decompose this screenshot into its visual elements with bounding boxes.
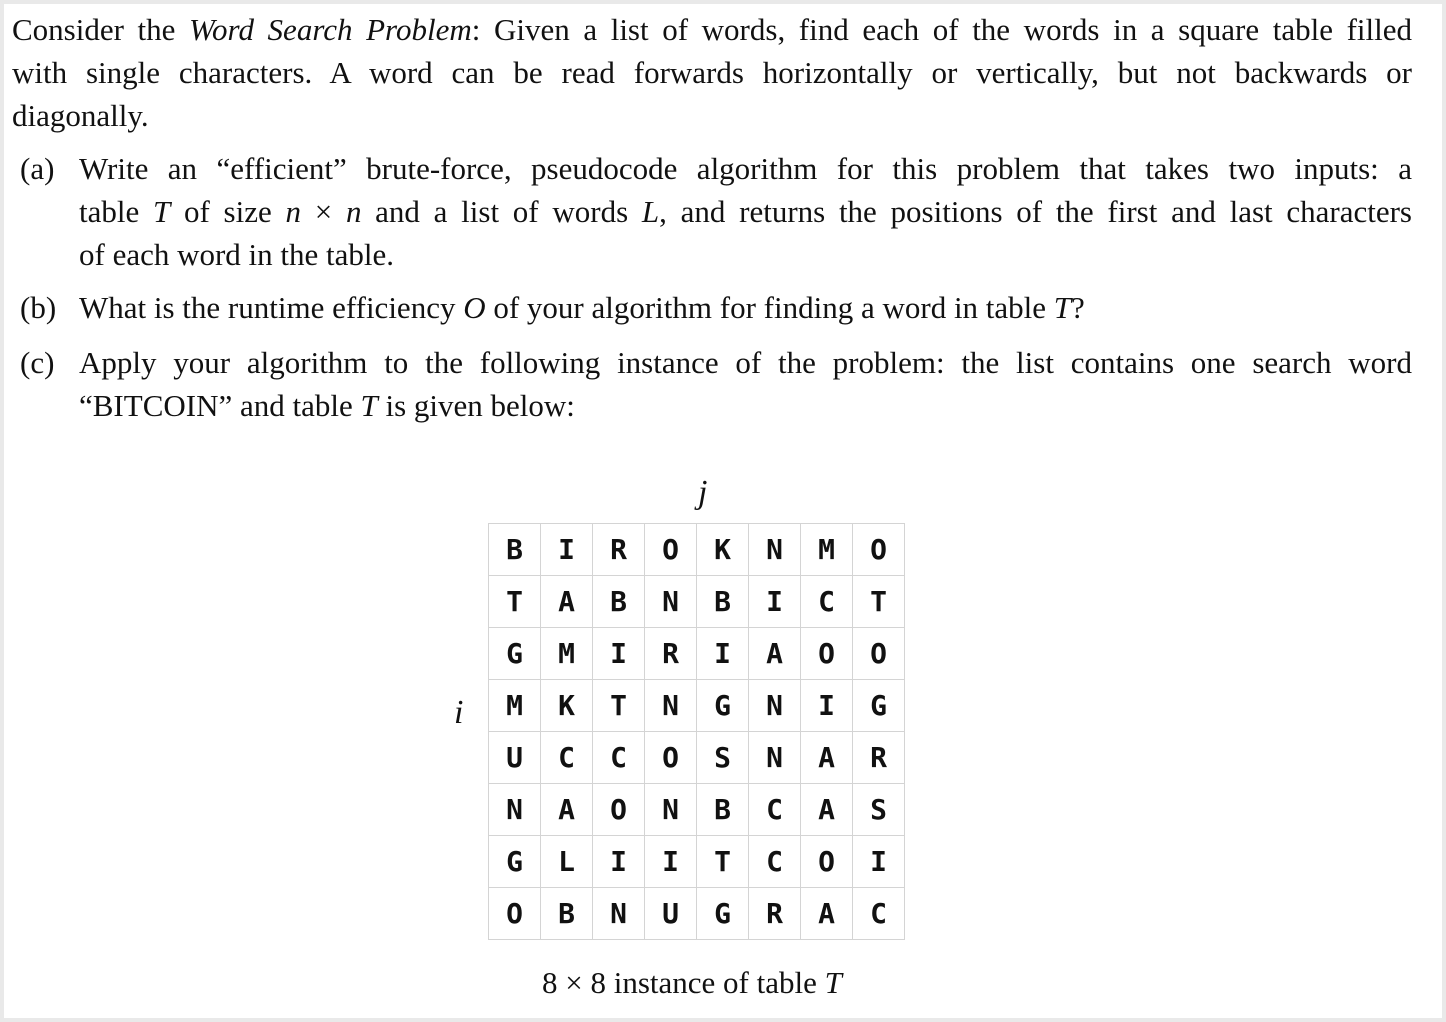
question-c xyxy=(20,341,1412,427)
grid-cell: I xyxy=(593,628,645,680)
grid-cell: B xyxy=(697,784,749,836)
grid-cell: T xyxy=(489,576,541,628)
intro-line-3: diagonally. xyxy=(12,98,149,133)
grid-row xyxy=(489,680,905,732)
grid-cell: O xyxy=(801,628,853,680)
grid-cell: N xyxy=(645,576,697,628)
grid-cell: I xyxy=(593,836,645,888)
grid-cell: M xyxy=(801,524,853,576)
grid-cell: C xyxy=(541,732,593,784)
grid-cell: A xyxy=(749,628,801,680)
grid-cell: B xyxy=(489,524,541,576)
grid-cell: R xyxy=(593,524,645,576)
grid-cell: R xyxy=(645,628,697,680)
grid-cell: N xyxy=(749,680,801,732)
grid-cell: S xyxy=(697,732,749,784)
grid-cell: C xyxy=(749,784,801,836)
grid-cell: N xyxy=(489,784,541,836)
grid-cell: M xyxy=(489,680,541,732)
grid-cell: T xyxy=(697,836,749,888)
grid-cell: O xyxy=(645,524,697,576)
grid-cell: I xyxy=(749,576,801,628)
grid-cell: K xyxy=(541,680,593,732)
grid-cell: T xyxy=(853,576,905,628)
problem-statement xyxy=(12,8,1412,137)
grid-cell: O xyxy=(853,524,905,576)
grid-cell: G xyxy=(697,888,749,940)
grid-cell: I xyxy=(645,836,697,888)
grid-cell: T xyxy=(593,680,645,732)
grid-row xyxy=(489,628,905,680)
grid-cell: C xyxy=(801,576,853,628)
grid-cell: B xyxy=(541,888,593,940)
grid-cell: O xyxy=(853,628,905,680)
grid-cell: G xyxy=(853,680,905,732)
grid-cell: N xyxy=(645,680,697,732)
grid-cell: O xyxy=(489,888,541,940)
page xyxy=(4,4,1442,1018)
question-a-line-2: table T of size n × n and a list of words L, and returns the positions of the first and last characters xyxy=(79,194,1412,229)
grid-cell: C xyxy=(853,888,905,940)
question-a-label: (a) xyxy=(20,151,55,186)
grid-cell: A xyxy=(801,732,853,784)
grid-cell: N xyxy=(749,524,801,576)
row-axis-label: i xyxy=(454,694,464,731)
grid-cell: U xyxy=(645,888,697,940)
grid-cell: A xyxy=(801,888,853,940)
question-c-line-2: “BITCOIN” and table T is given below: xyxy=(79,388,575,423)
grid-cell: B xyxy=(593,576,645,628)
question-a-line-3: of each word in the table. xyxy=(79,237,395,272)
grid-cell: I xyxy=(697,628,749,680)
grid-row xyxy=(489,888,905,940)
grid-cell: O xyxy=(593,784,645,836)
grid-cell: G xyxy=(489,836,541,888)
grid-cell: B xyxy=(697,576,749,628)
grid-cell: L xyxy=(541,836,593,888)
question-a-line-1: Write an “efficient” brute-force, pseudocode algorithm for this problem that takes two inputs: a xyxy=(79,151,1412,186)
grid-cell: C xyxy=(593,732,645,784)
question-c-line-1: Apply your algorithm to the following instance of the problem: the list contains one search word xyxy=(79,345,1412,380)
grid-cell: I xyxy=(801,680,853,732)
letter-grid xyxy=(488,523,905,940)
question-b xyxy=(20,286,1412,329)
grid-cell: M xyxy=(541,628,593,680)
table-caption: 8 × 8 instance of table T xyxy=(542,965,842,1000)
grid-row xyxy=(489,732,905,784)
grid-cell: U xyxy=(489,732,541,784)
grid-cell: A xyxy=(541,576,593,628)
grid-row xyxy=(489,576,905,628)
grid-cell: N xyxy=(749,732,801,784)
grid-cell: O xyxy=(645,732,697,784)
grid-cell: I xyxy=(541,524,593,576)
grid-cell: N xyxy=(593,888,645,940)
grid-cell: A xyxy=(801,784,853,836)
question-b-label: (b) xyxy=(20,290,57,325)
grid-cell: C xyxy=(749,836,801,888)
grid-cell: I xyxy=(853,836,905,888)
column-axis-label: j xyxy=(698,474,708,511)
grid-cell: G xyxy=(697,680,749,732)
grid-cell: G xyxy=(489,628,541,680)
grid-cell: R xyxy=(853,732,905,784)
grid-cell: A xyxy=(541,784,593,836)
grid-cell: R xyxy=(749,888,801,940)
question-a xyxy=(20,147,1412,276)
intro-line-1: Consider the Word Search Problem: Given a list of words, find each of the words in a square table filled xyxy=(12,12,1412,47)
grid-row xyxy=(489,836,905,888)
intro-line-2: with single characters. A word can be read forwards horizontally or vertically, but not backwards or xyxy=(12,55,1412,90)
grid-cell: K xyxy=(697,524,749,576)
problem-name: Word Search Problem xyxy=(189,12,472,47)
question-b-text: What is the runtime efficiency O of your algorithm for finding a word in table T? xyxy=(79,290,1085,325)
grid-cell: N xyxy=(645,784,697,836)
grid-row xyxy=(489,524,905,576)
grid-cell: S xyxy=(853,784,905,836)
grid-row xyxy=(489,784,905,836)
question-c-label: (c) xyxy=(20,345,55,380)
grid-cell: O xyxy=(801,836,853,888)
